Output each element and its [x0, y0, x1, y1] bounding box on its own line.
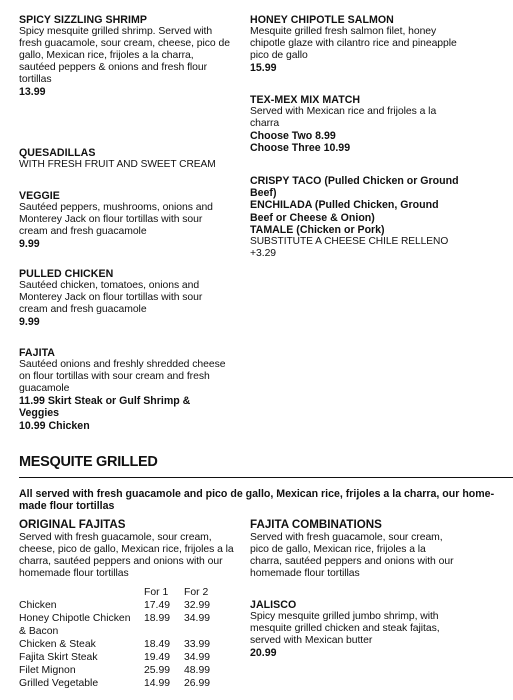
menu-item-fajita — [19, 347, 241, 432]
choice-crispy-taco: CRISPY TACO (Pulled Chicken or Ground Beef) — [250, 175, 459, 200]
row-name: Grilled Vegetable — [19, 678, 99, 689]
item-description: Sautéed onions and freshly shredded cheese on flour tortillas with sour cream and fresh guacamole — [19, 359, 226, 395]
row-for-2: 33.99 — [184, 639, 211, 650]
section-title: QUESADILLAS — [19, 147, 96, 159]
item-price: 9.99 — [19, 238, 40, 251]
item-price-steak-shrimp: 11.99 Skirt Steak or Gulf Shrimp & Veggies — [19, 395, 191, 420]
section-subtitle: WITH FRESH FRUIT AND SWEET CREAM — [19, 159, 216, 171]
item-description: Spicy mesquite grilled jumbo shrimp, with mesquite grilled chicken and steak fajitas, served with Mexican butter — [250, 611, 440, 647]
mix-match-choices — [250, 175, 492, 260]
item-price: 9.99 — [19, 316, 40, 329]
substitute-price: +3.29 — [250, 248, 277, 260]
menu-item-pulled-chicken — [19, 268, 241, 328]
table-row — [19, 638, 224, 651]
row-for-1: 18.49 — [144, 639, 171, 650]
item-title: JALISCO — [250, 599, 297, 611]
item-price: 15.99 — [250, 62, 277, 75]
item-title: FAJITA COMBINATIONS — [250, 518, 382, 531]
row-name: Chicken — [19, 600, 57, 611]
header-blank — [19, 586, 144, 599]
table-row — [19, 599, 224, 612]
menu-item-tex-mex-mix-match — [250, 94, 492, 155]
option-choose-two: Choose Two 8.99 — [250, 130, 336, 143]
item-description: Served with Mexican rice and frijoles a la charra — [250, 106, 437, 130]
item-price-chicken: 10.99 Chicken — [19, 419, 90, 432]
item-title: ORIGINAL FAJITAS — [19, 518, 126, 531]
header-for-1: For 1 — [144, 587, 169, 598]
item-title: TEX-MEX MIX MATCH — [250, 94, 361, 106]
row-for-1: 17.49 — [144, 600, 171, 611]
item-title: HONEY CHIPOTLE SALMON — [250, 14, 394, 26]
item-title: PULLED CHICKEN — [19, 268, 114, 280]
row-for-2: 32.99 — [184, 600, 211, 611]
row-name: Honey Chipotle Chicken & Bacon — [19, 613, 131, 637]
menu-item-jalisco — [250, 599, 492, 659]
row-for-1: 18.99 — [144, 613, 171, 624]
item-title: VEGGIE — [19, 190, 60, 202]
item-description: Sautéed chicken, tomatoes, onions and Monterey Jack on flour tortillas with sour cream and fresh guacamole — [19, 280, 203, 316]
item-description: Served with fresh guacamole, sour cream, pico de gallo, Mexican rice, frijoles a la charra, sautéed peppers and onions with our homemade flour tortillas — [250, 532, 454, 579]
section-note: All served with fresh guacamole and pico de gallo, Mexican rice, frijoles a la charra, our home-made flour tortillas — [19, 488, 495, 513]
row-for-1: 19.49 — [144, 652, 171, 663]
menu-item-fajita-combinations — [250, 518, 492, 580]
menu-item-honey-chipotle-salmon — [250, 14, 492, 74]
section-divider — [19, 477, 513, 478]
row-for-2: 34.99 — [184, 613, 211, 624]
item-description: Mesquite grilled fresh salmon filet, honey chipotle glaze with cilantro rice and pineapple pico de gallo — [250, 26, 457, 62]
table-row — [19, 651, 224, 664]
item-title: SPICY SIZZLING SHRIMP — [19, 14, 147, 26]
menu-item-spicy-sizzling-shrimp — [19, 14, 241, 98]
item-description: Sautéed peppers, mushrooms, onions and Monterey Jack on flour tortillas with sour cream and fresh guacamole — [19, 202, 213, 238]
row-for-1: 25.99 — [144, 665, 171, 676]
choice-enchilada: ENCHILADA (Pulled Chicken, Ground Beef or Cheese & Onion) — [250, 199, 439, 224]
section-title-mesquite-grilled: MESQUITE GRILLED — [19, 454, 158, 470]
item-description: Spicy mesquite grilled shrimp. Served with fresh guacamole, sour cream, cheese, pico de gallo, Mexican rice, frijoles a la charra, sautéed peppers & onions and fresh flour tortillas — [19, 26, 230, 86]
row-for-1: 14.99 — [144, 678, 171, 689]
table-row — [19, 677, 224, 690]
item-title: FAJITA — [19, 347, 56, 359]
option-choose-three: Choose Three 10.99 — [250, 142, 351, 155]
item-description: Served with fresh guacamole, sour cream, cheese, pico de gallo, Mexican rice, frijoles a la charra, sautéed peppers and onions with our homemade flour tortillas — [19, 532, 234, 579]
menu-section-quesadillas — [19, 147, 241, 171]
row-for-2: 26.99 — [184, 678, 211, 689]
row-name: Chicken & Steak — [19, 639, 96, 650]
table-row — [19, 664, 224, 677]
row-name: Fajita Skirt Steak — [19, 652, 98, 663]
menu-item-original-fajitas — [19, 518, 241, 690]
row-name: Filet Mignon — [19, 665, 76, 676]
fajita-price-table — [19, 586, 224, 690]
table-row — [19, 612, 224, 638]
menu-item-veggie — [19, 190, 241, 250]
price-table-header — [19, 586, 224, 599]
substitute-note: SUBSTITUTE A CHEESE CHILE RELLENO — [250, 236, 449, 248]
item-price: 20.99 — [250, 647, 277, 660]
item-price: 13.99 — [19, 86, 46, 99]
header-for-2: For 2 — [184, 587, 209, 598]
row-for-2: 34.99 — [184, 652, 211, 663]
row-for-2: 48.99 — [184, 665, 211, 676]
choice-tamale: TAMALE (Chicken or Pork) — [250, 223, 385, 236]
